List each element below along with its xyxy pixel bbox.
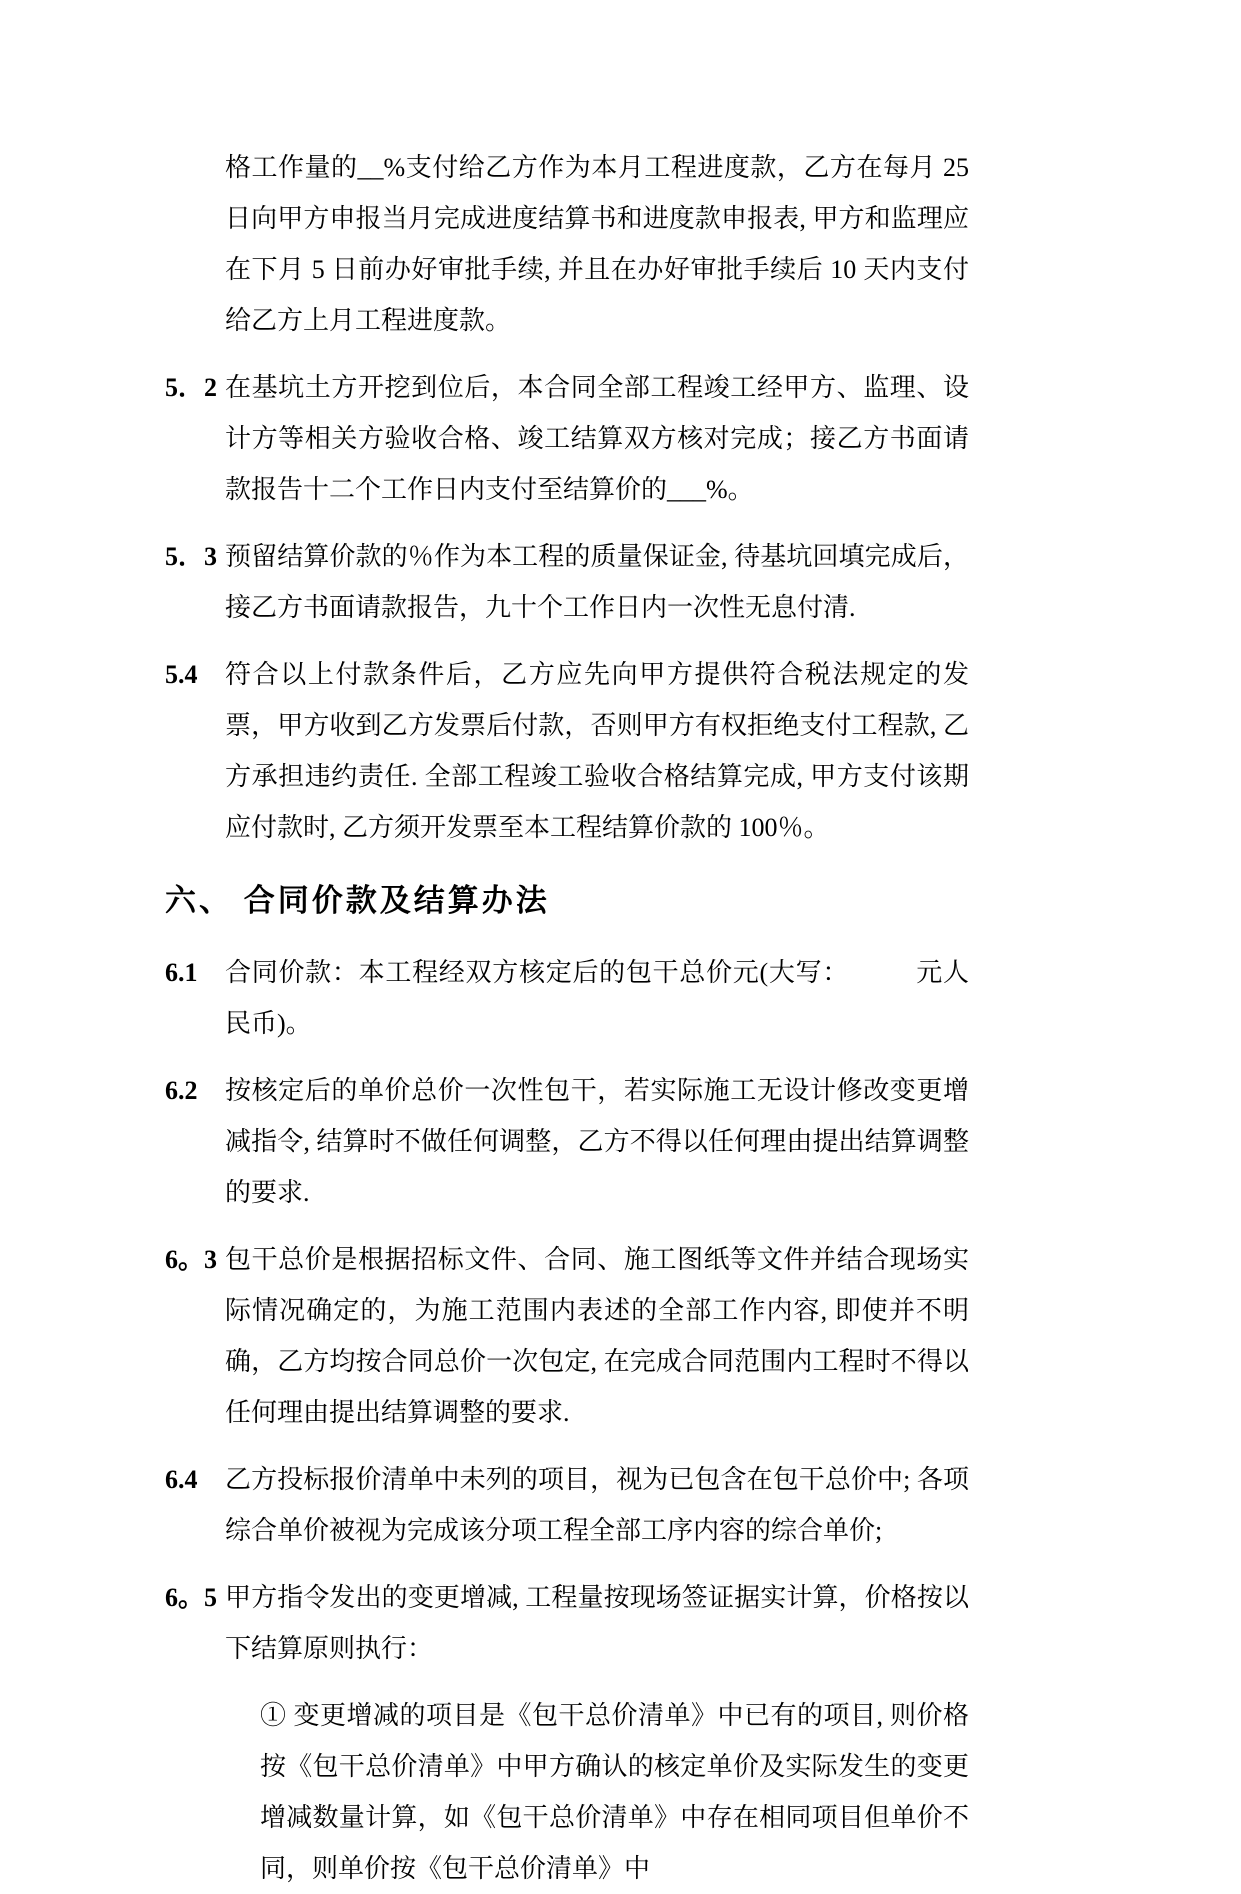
clause-number: 6.2 — [165, 1076, 198, 1105]
paragraph-5-1-continuation: 格工作量的__%支付给乙方作为本月工程进度款，乙方在每月 25 日向甲方申报当月完成进度结算书和进度款申报表, 甲方和监理应在下月 5 日前办好审批手续, 并且在办好审批手续后 10 天内支付给乙方上月工程进度款。 — [225, 153, 969, 335]
clause-6-5 — [165, 1572, 969, 1674]
clause-number: 5．3 — [165, 542, 218, 571]
clause-text: 符合以上付款条件后，乙方应先向甲方提供符合税法规定的发票，甲方收到乙方发票后付款，否则甲方有权拒绝支付工程款, 乙方承担违约责任. 全部工程竣工验收合格结算完成, 甲方支付该期应付款时, 乙方须开发票至本工程结算价款的 100％。 — [225, 660, 969, 842]
clause-text: 预留结算价款的％作为本工程的质量保证金, 待基坑回填完成后，接乙方书面请款报告，九十个工作日内一次性无息付清. — [225, 542, 969, 622]
clause-5-2 — [165, 362, 969, 515]
clause-text: 按核定后的单价总价一次性包干，若实际施工无设计修改变更增减指令, 结算时不做任何调整，乙方不得以任何理由提出结算调整的要求. — [225, 1076, 969, 1207]
sub-clause-1: ① 变更增减的项目是《包干总价清单》中已有的项目, 则价格按《包干总价清单》中甲方确认的核定单价及实际发生的变更增减数量计算，如《包干总价清单》中存在相同项目但单价不同，则单价按《包干总价清单》中 — [260, 1701, 969, 1883]
clause-number: 6.1 — [165, 958, 198, 987]
clause-number: 5．2 — [165, 373, 218, 402]
section-6-heading: 六、 合同价款及结算办法 — [165, 883, 550, 918]
clause-5-3 — [165, 531, 969, 633]
clause-text: 乙方投标报价清单中未列的项目，视为已包含在包干总价中; 各项综合单价被视为完成该分项工程全部工序内容的综合单价; — [225, 1465, 969, 1545]
clause-6-3 — [165, 1234, 969, 1438]
clause-6-2 — [165, 1065, 969, 1218]
clause-text: 在基坑土方开挖到位后，本合同全部工程竣工经甲方、监理、设计方等相关方验收合格、竣工结算双方核对完成；接乙方书面请款报告十二个工作日内支付至结算价的___%。 — [225, 373, 969, 504]
clause-5-4 — [165, 649, 969, 853]
clause-text: 包干总价是根据招标文件、合同、施工图纸等文件并结合现场实际情况确定的，为施工范围内表述的全部工作内容, 即使并不明确，乙方均按合同总价一次包定, 在完成合同范围内工程时不得以任何理由提出结算调整的要求. — [225, 1245, 969, 1427]
clause-text: 合同价款：本工程经双方核定后的包干总价元(大写： 元人民币)。 — [225, 958, 969, 1038]
clause-number: 6.4 — [165, 1465, 198, 1494]
clause-number: 6。3 — [165, 1245, 218, 1274]
clause-text: 甲方指令发出的变更增减, 工程量按现场签证据实计算，价格按以下结算原则执行： — [225, 1583, 969, 1663]
clause-6-4 — [165, 1454, 969, 1556]
clause-number: 6。5 — [165, 1583, 218, 1612]
clause-number: 5.4 — [165, 660, 198, 689]
clause-6-1 — [165, 947, 969, 1049]
